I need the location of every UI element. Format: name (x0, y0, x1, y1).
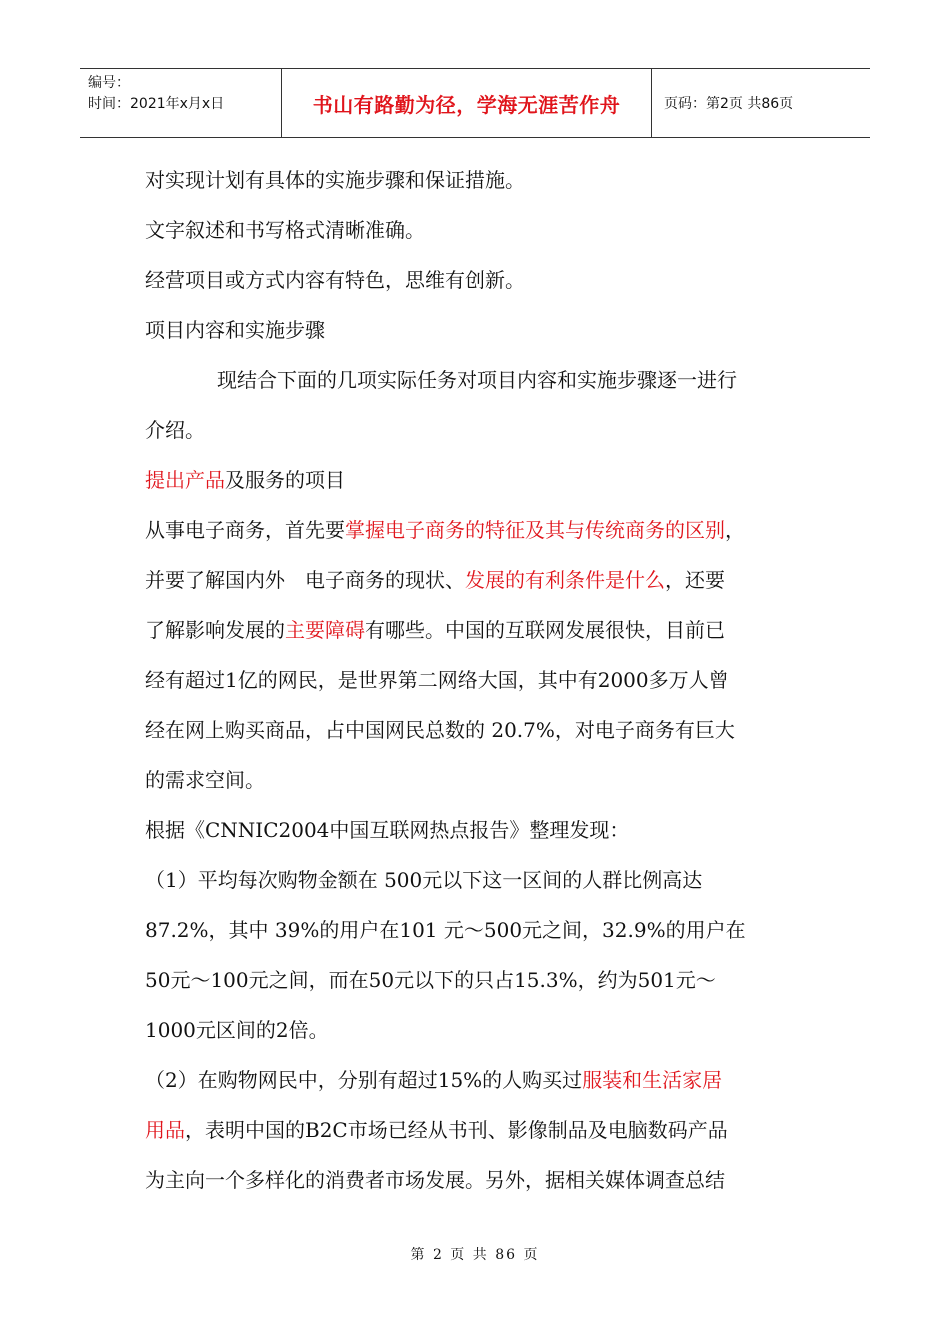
text-line (145, 1005, 815, 1055)
text-segment: 1000元区间的2倍。 (145, 1018, 329, 1042)
text-segment: ， (725, 518, 745, 542)
highlighted-text: 发展的有利条件是什么 (465, 568, 665, 592)
text-line (145, 405, 815, 455)
text-segment: 了解影响发展的 (145, 618, 285, 642)
text-segment: 并要了解国内外 电子商务的现状、 (145, 568, 465, 592)
text-line (145, 905, 815, 955)
page-header (80, 68, 870, 138)
text-line (145, 155, 815, 205)
highlighted-text: 服装和生活家居 (582, 1068, 723, 1092)
text-segment: ，还要 (665, 568, 725, 592)
time-label: 时间：2021年x月x日 (88, 96, 225, 112)
text-line (145, 805, 815, 855)
text-segment: 经营项目或方式内容有特色，思维有创新。 (145, 268, 525, 292)
highlighted-text: 用品 (145, 1118, 185, 1142)
number-label: 编号： (88, 75, 130, 91)
text-line (145, 205, 815, 255)
text-line (145, 705, 815, 755)
text-line (145, 855, 815, 905)
text-segment: 及服务的项目 (225, 468, 345, 492)
text-line (145, 555, 815, 605)
text-line (145, 355, 815, 405)
text-line (145, 455, 815, 505)
text-segment: 50元～100元之间，而在50元以下的只占15.3%，约为501元～ (145, 968, 716, 992)
document-body (145, 155, 815, 1205)
text-segment: 文字叙述和书写格式清晰准确。 (145, 218, 425, 242)
text-segment: ，表明中国的B2C市场已经从书刊、影像制品及电脑数码产品 (185, 1118, 728, 1142)
header-motto: 书山有路勤为径，学海无涯苦作舟 (282, 69, 652, 137)
text-segment: 介绍。 (145, 418, 205, 442)
highlighted-text: 提出产品 (145, 468, 225, 492)
text-segment: 从事电子商务，首先要 (145, 518, 345, 542)
text-segment: （2）在购物网民中，分别有超过15%的人购买过 (145, 1068, 583, 1092)
text-line (145, 605, 815, 655)
text-segment: 87.2%，其中 39%的用户在101 元～500元之间，32.9%的用户在 (145, 918, 746, 942)
text-segment: 经在网上购买商品，占中国网民总数的 20.7%，对电子商务有巨大 (145, 718, 735, 742)
text-line (145, 1055, 815, 1105)
text-segment: 根据《CNNIC2004中国互联网热点报告》整理发现： (145, 818, 630, 842)
header-page-info: 页码：第2页 共86页 (664, 96, 794, 112)
page-footer: 第 2 页 共 86 页 (410, 1247, 540, 1263)
text-segment: 的需求空间。 (145, 768, 265, 792)
text-line (145, 505, 815, 555)
highlighted-text: 掌握电子商务的特征及其与传统商务的区别 (345, 518, 725, 542)
text-segment: 对实现计划有具体的实施步骤和保证措施。 (145, 168, 525, 192)
text-line (145, 755, 815, 805)
text-segment: 为主向一个多样化的消费者市场发展。另外，据相关媒体调查总结 (145, 1168, 725, 1192)
text-line (145, 1155, 815, 1205)
text-line (145, 955, 815, 1005)
text-line (145, 305, 815, 355)
text-line (145, 655, 815, 705)
text-segment: 现结合下面的几项实际任务对项目内容和实施步骤逐一进行 (217, 368, 737, 392)
text-segment: 项目内容和实施步骤 (145, 318, 325, 342)
text-line (145, 255, 815, 305)
highlighted-text: 主要障碍 (285, 618, 365, 642)
text-segment: 经有超过1亿的网民，是世界第二网络大国，其中有2000多万人曾 (145, 668, 729, 692)
text-line (145, 1105, 815, 1155)
text-segment: 有哪些。中国的互联网发展很快，目前已 (365, 618, 725, 642)
text-segment: （1）平均每次购物金额在 500元以下这一区间的人群比例高达 (145, 868, 703, 892)
header-meta (80, 69, 282, 137)
